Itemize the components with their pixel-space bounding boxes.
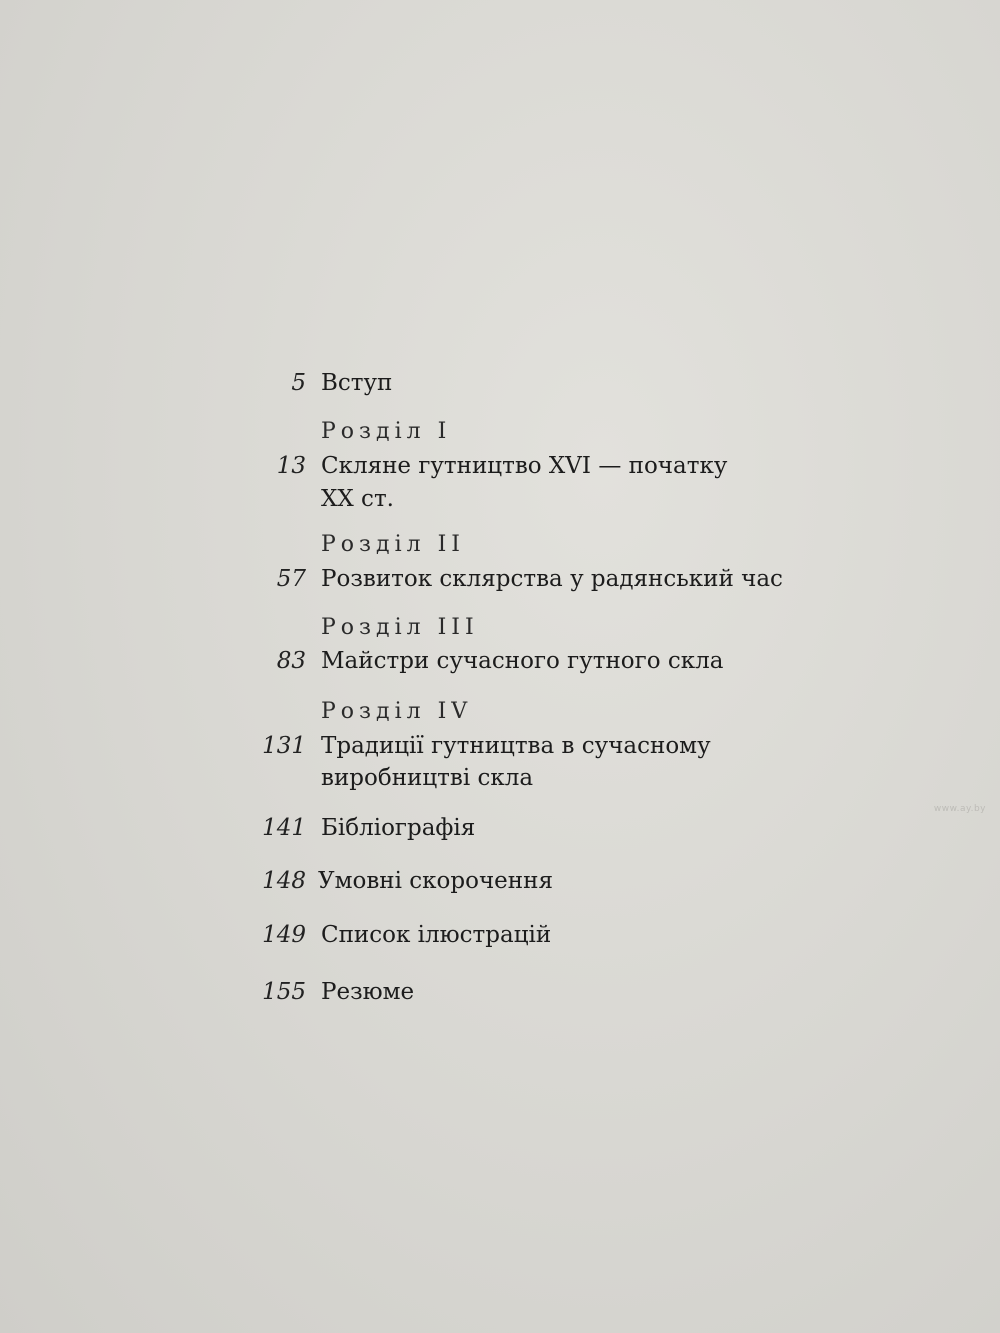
- entry-title: Майстри сучасного гутного скла: [321, 648, 724, 674]
- section-heading: Розділ I: [321, 419, 452, 444]
- page-number: 141: [262, 815, 306, 841]
- entry-title: Бібліографія: [321, 815, 476, 841]
- entry-title-line-2: виробництві скла: [321, 765, 534, 791]
- entry-title: Умовні скорочення: [318, 868, 553, 894]
- page-number: 148: [262, 868, 306, 894]
- entry-title-line-1: Скляне гутництво XVI — початку: [321, 453, 728, 479]
- entry-title: Список ілюстрацій: [321, 922, 552, 948]
- watermark: www.ay.by: [933, 804, 986, 814]
- section-heading: Розділ IV: [321, 699, 473, 724]
- page-number: 13: [276, 453, 306, 479]
- page-number: 131: [262, 733, 306, 759]
- page-number: 149: [262, 922, 306, 948]
- page-number: 57: [276, 566, 306, 592]
- entry-title: Розвиток склярства у радянський час: [321, 566, 783, 592]
- page-number: 155: [262, 979, 306, 1005]
- page-number: 83: [276, 648, 306, 674]
- page-number: 5: [291, 370, 306, 396]
- entry-title: Вступ: [321, 370, 393, 396]
- entry-title-line-1: Традиції гутництва в сучасному: [321, 733, 711, 759]
- entry-title: Резюме: [321, 979, 415, 1005]
- entry-title-line-2: XX ст.: [321, 486, 394, 512]
- section-heading: Розділ III: [321, 615, 479, 640]
- section-heading: Розділ II: [321, 532, 465, 557]
